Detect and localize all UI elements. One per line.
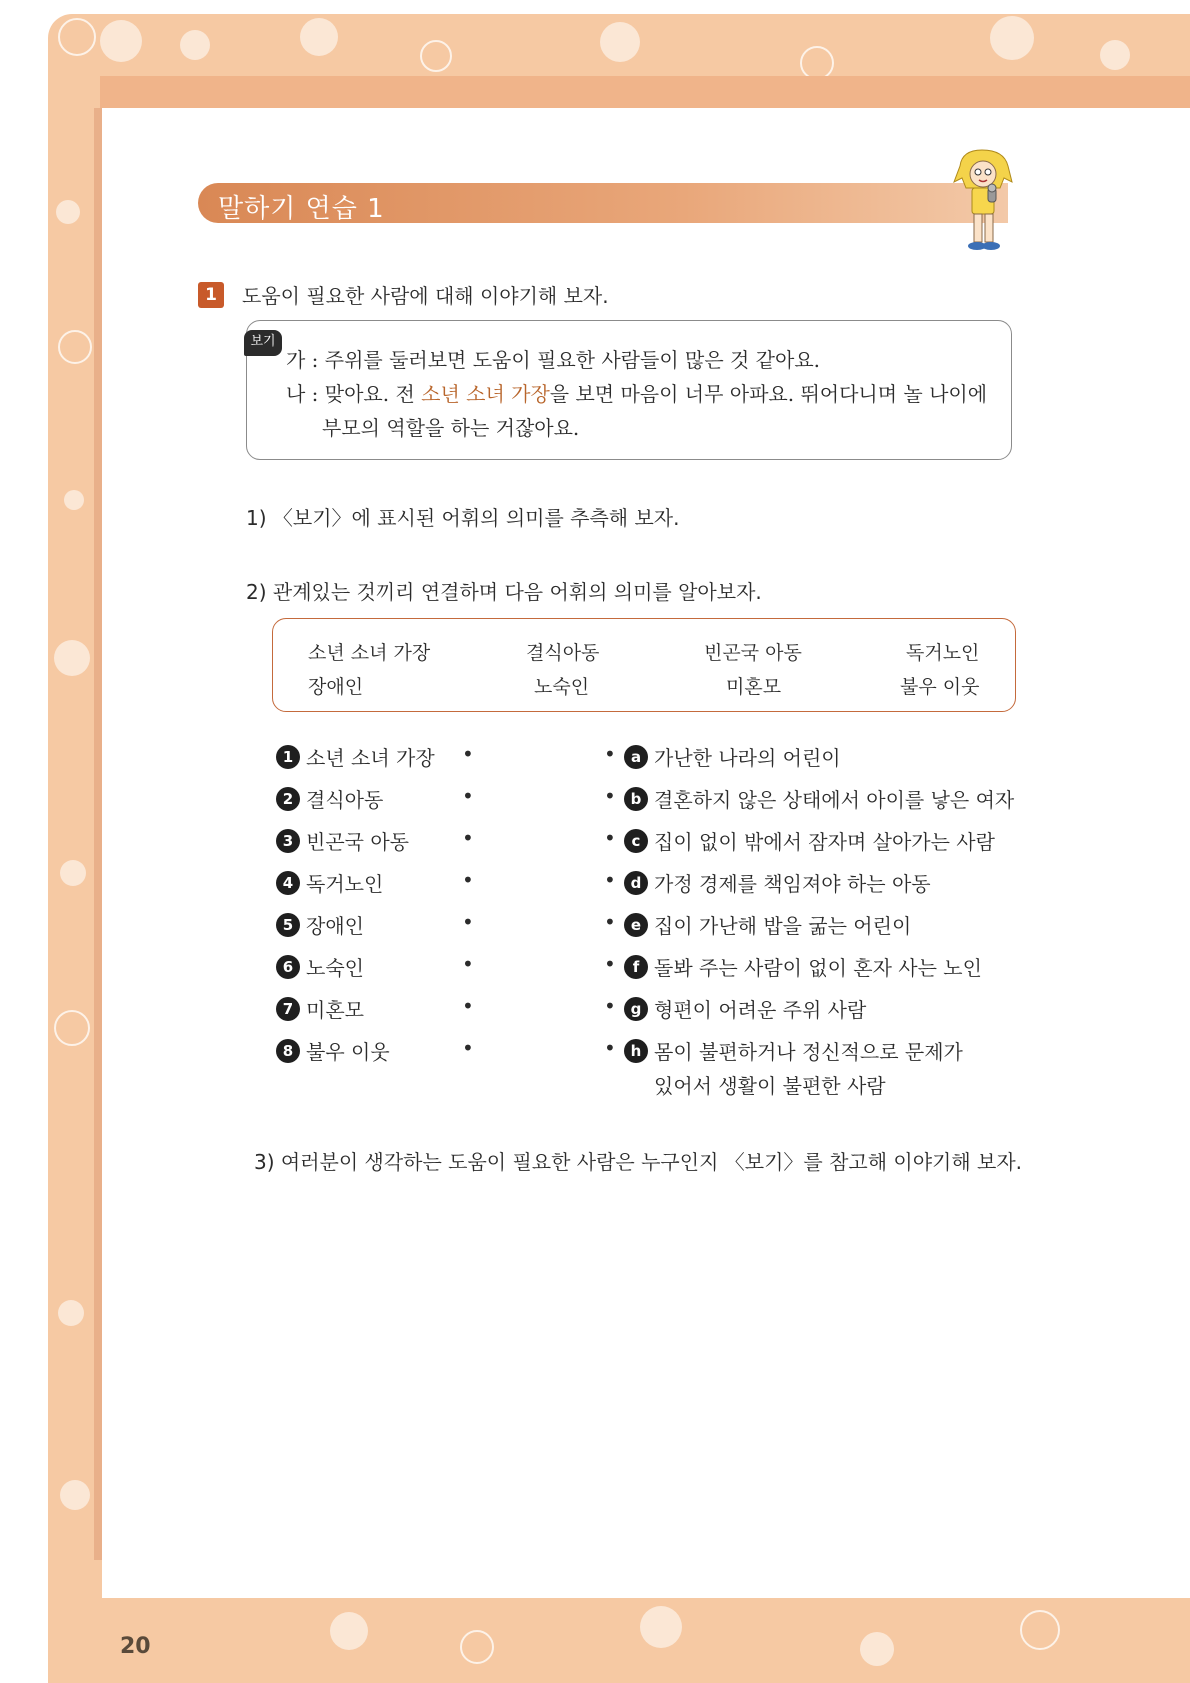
- section-title: 말하기 연습 1: [218, 194, 385, 224]
- decor-dot: [330, 1612, 368, 1650]
- match-left-dot[interactable]: •: [462, 826, 474, 850]
- match-left-dot[interactable]: •: [462, 784, 474, 808]
- decor-dot: [600, 22, 640, 62]
- match-left-dot[interactable]: •: [462, 1036, 474, 1060]
- item-letter-b: b: [624, 787, 648, 811]
- decor-ring: [460, 1630, 494, 1664]
- match-right-item: 가정 경제를 책임져야 하는 아동: [654, 872, 931, 896]
- vocab-word: 결식아동: [526, 642, 600, 664]
- match-left-dot[interactable]: •: [462, 910, 474, 934]
- match-right-dot[interactable]: •: [604, 784, 616, 808]
- decor-dot: [60, 1480, 90, 1510]
- vocab-word: 독거노인: [906, 642, 980, 664]
- decor-dot: [54, 640, 90, 676]
- item-letter-f: f: [624, 955, 648, 979]
- match-left-item: 소년 소녀 가장: [306, 746, 435, 770]
- match-right-dot[interactable]: •: [604, 994, 616, 1018]
- decor-dot: [860, 1632, 894, 1666]
- match-left-item: 결식아동: [306, 788, 384, 812]
- match-right-dot[interactable]: •: [604, 868, 616, 892]
- decor-dot: [300, 18, 338, 56]
- item-number-7: 7: [276, 997, 300, 1021]
- match-right-item: 가난한 나라의 어린이: [654, 746, 841, 770]
- decor-ring: [420, 40, 452, 72]
- match-right-item: 돌봐 주는 사람이 없이 혼자 사는 노인: [654, 956, 982, 980]
- item-number-8: 8: [276, 1039, 300, 1063]
- sub-question-2: 2) 관계있는 것끼리 연결하며 다음 어휘의 의미를 알아보자.: [246, 580, 762, 604]
- decor-dot: [56, 200, 80, 224]
- decor-dot: [60, 860, 86, 886]
- item-number-2: 2: [276, 787, 300, 811]
- sub-question-3: 3) 여러분이 생각하는 도움이 필요한 사람은 누구인지 〈보기〉를 참고해 이야기해 보자.: [254, 1150, 1023, 1174]
- vocab-word: 불우 이웃: [900, 676, 980, 698]
- vocab-word: 미혼모: [726, 676, 782, 698]
- match-left-item: 장애인: [306, 914, 364, 938]
- decor-dot: [1100, 40, 1130, 70]
- example-tag: 보기: [244, 330, 282, 356]
- match-right-item: 형편이 어려운 주위 사람: [654, 998, 867, 1022]
- match-right-item: 집이 가난해 밥을 굶는 어린이: [654, 914, 912, 938]
- vocab-word: 장애인: [308, 676, 364, 698]
- match-right-dot[interactable]: •: [604, 952, 616, 976]
- match-left-item: 미혼모: [306, 998, 364, 1022]
- decor-dot: [180, 30, 210, 60]
- decor-dot: [58, 1300, 84, 1326]
- decor-dot: [100, 20, 142, 62]
- decor-ring: [1020, 1610, 1060, 1650]
- example-line-3: 부모의 역할을 하는 거잖아요.: [322, 416, 580, 440]
- match-right-item-continued: 있어서 생활이 불편한 사람: [654, 1074, 886, 1098]
- match-right-item: 몸이 불편하거나 정신적으로 문제가: [654, 1040, 963, 1064]
- example-highlight-word: 소년 소녀 가장: [421, 382, 550, 406]
- decor-dot: [640, 1606, 682, 1648]
- item-letter-c: c: [624, 829, 648, 853]
- item-number-5: 5: [276, 913, 300, 937]
- example-line-1: 가 : 주위를 둘러보면 도움이 필요한 사람들이 많은 것 같아요.: [286, 348, 820, 372]
- match-right-dot[interactable]: •: [604, 742, 616, 766]
- decor-ring: [54, 1010, 90, 1046]
- item-letter-d: d: [624, 871, 648, 895]
- decor-dot: [990, 16, 1034, 60]
- item-letter-g: g: [624, 997, 648, 1021]
- vocab-word: 소년 소녀 가장: [308, 642, 431, 664]
- item-number-4: 4: [276, 871, 300, 895]
- match-right-dot[interactable]: •: [604, 1036, 616, 1060]
- match-left-item: 불우 이웃: [306, 1040, 390, 1064]
- sub-question-1: 1) 〈보기〉에 표시된 어휘의 의미를 추측해 보자.: [246, 506, 680, 530]
- item-letter-h: h: [624, 1039, 648, 1063]
- match-left-dot[interactable]: •: [462, 742, 474, 766]
- match-right-dot[interactable]: •: [604, 826, 616, 850]
- decor-ring: [58, 18, 96, 56]
- example-line-2: [286, 378, 987, 407]
- decor-ring: [58, 330, 92, 364]
- item-letter-a: a: [624, 745, 648, 769]
- match-left-item: 독거노인: [306, 872, 384, 896]
- decor-dot: [64, 490, 84, 510]
- example-line-2-end: 을 보면 마음이 너무 아파요. 뛰어다니며 놀 나이에: [549, 382, 988, 406]
- page-number: 20: [120, 1634, 151, 1659]
- match-right-dot[interactable]: •: [604, 910, 616, 934]
- item-number-6: 6: [276, 955, 300, 979]
- question-number-badge: 1: [198, 282, 224, 308]
- vocab-word: 빈곤국 아동: [704, 642, 802, 664]
- match-left-dot[interactable]: •: [462, 994, 474, 1018]
- decor-ring: [800, 46, 834, 80]
- item-letter-e: e: [624, 913, 648, 937]
- mascot-illustration: [952, 148, 1014, 252]
- match-left-dot[interactable]: •: [462, 952, 474, 976]
- item-number-1: 1: [276, 745, 300, 769]
- match-left-dot[interactable]: •: [462, 868, 474, 892]
- item-number-3: 3: [276, 829, 300, 853]
- example-line-2-start: 나 : 맞아요. 전: [286, 382, 422, 406]
- question-text: 도움이 필요한 사람에 대해 이야기해 보자.: [242, 284, 609, 308]
- match-left-item: 노숙인: [306, 956, 364, 980]
- match-right-item: 결혼하지 않은 상태에서 아이를 낳은 여자: [654, 788, 1015, 812]
- vocab-word: 노숙인: [534, 676, 590, 698]
- match-left-item: 빈곤국 아동: [306, 830, 409, 854]
- match-right-item: 집이 없이 밖에서 잠자며 살아가는 사람: [654, 830, 995, 854]
